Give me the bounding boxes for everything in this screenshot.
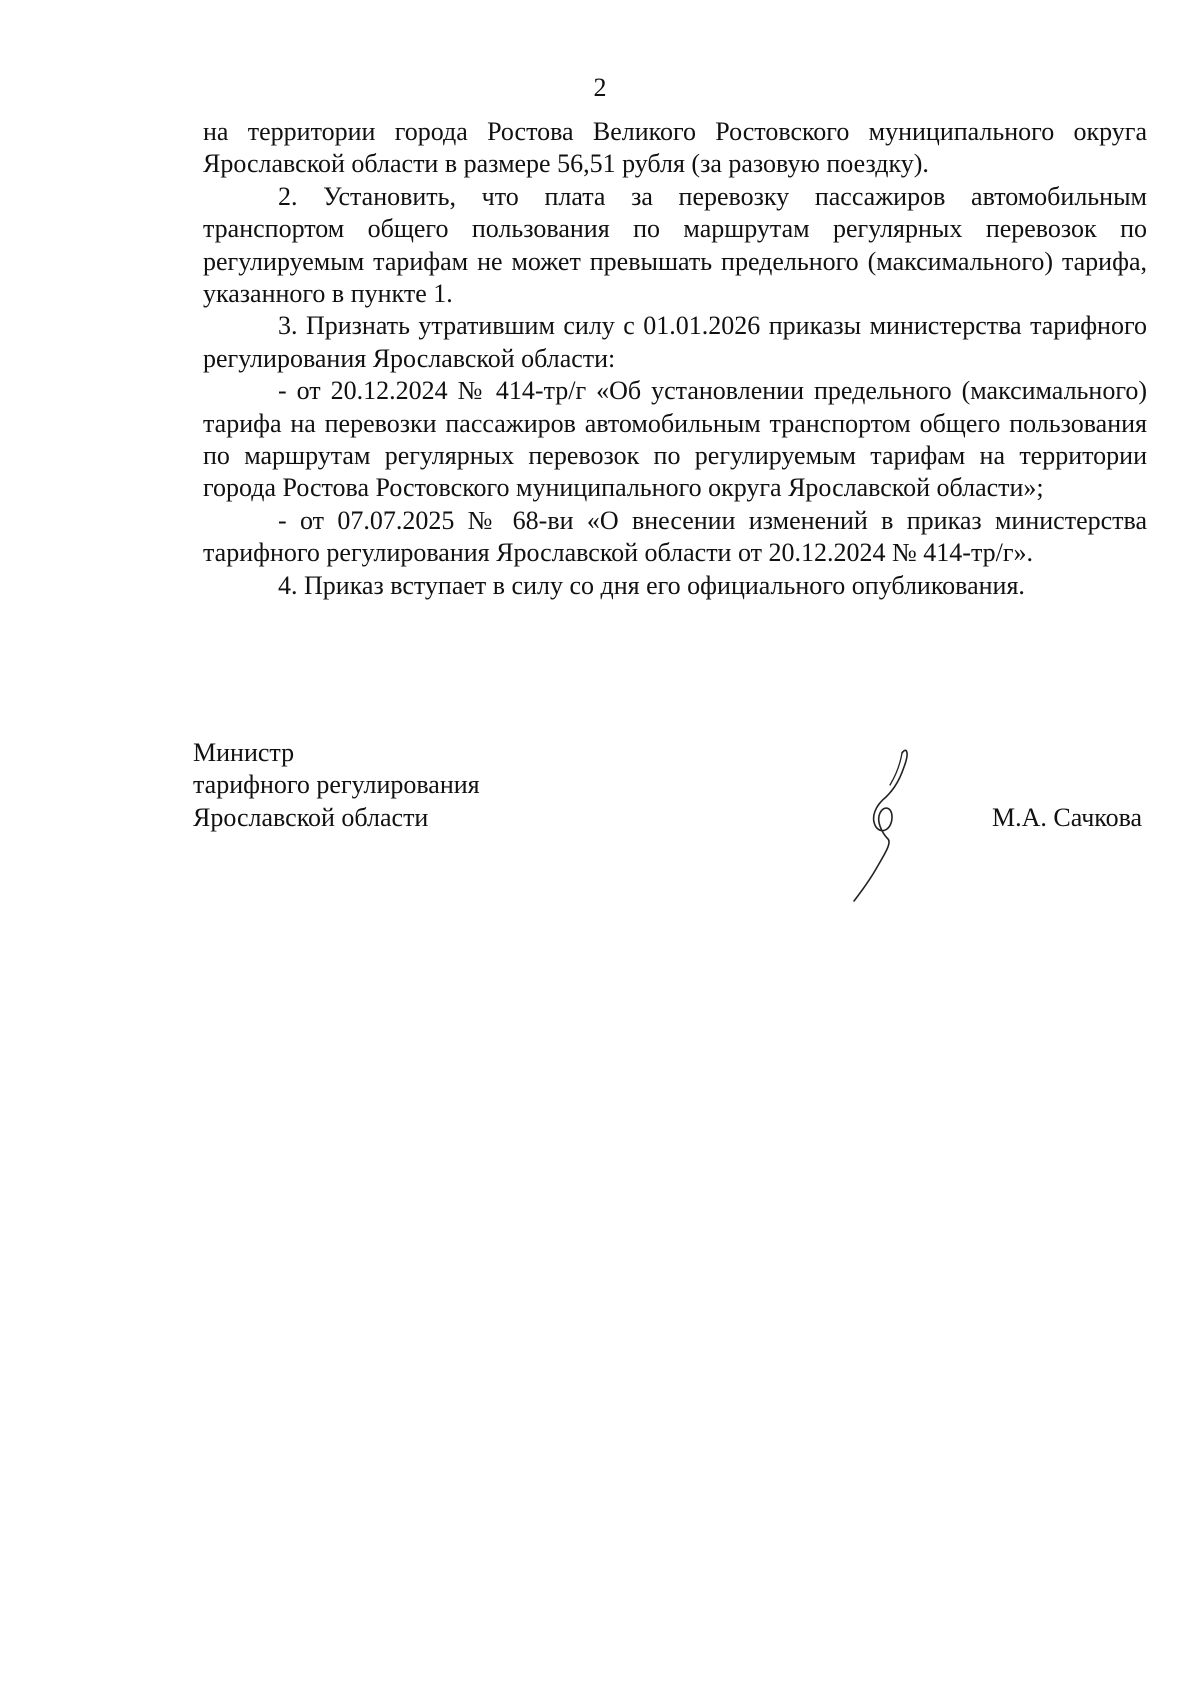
signer-title-block <box>193 737 480 834</box>
page-number: 2 <box>593 73 607 102</box>
paragraph-item-4: 4. Приказ вступает в силу со дня его официального опубликования. <box>278 570 1025 600</box>
paragraph-subitem-2: - от 07.07.2025 № 68-ви «О внесении изменений в приказ министерства тарифного регулирования Ярославской области от 20.12.2024 № 414-тр/г». <box>203 505 1147 568</box>
signer-name: М.А. Сачкова <box>992 803 1143 832</box>
paragraph-item-3: 3. Признать утратившим силу с 01.01.2026 приказы министерства тарифного регулирования Ярославской области: <box>203 311 1147 373</box>
signer-title-line: тарифного регулирования <box>193 770 480 800</box>
paragraph-subitem-1: - от 20.12.2024 № 414-тр/г «Об установлении предельного (максимального) тарифа на перевозки пассажиров автомобильным транспортом общего пользования по маршрутам регулярных перевозок по регулируемым тарифам на территории города Ростова Ростовского муниципального округа Ярославской области»; <box>203 376 1147 503</box>
handwritten-signature <box>840 745 950 905</box>
paragraph-continuation: на территории города Ростова Великого Ростовского муниципального округа Ярославской области в размере 56,51 рубля (за разовую поездку). <box>203 117 1147 179</box>
document-body <box>203 116 1147 602</box>
paragraph-item-2: 2. Установить, что плата за перевозку пассажиров автомобильным транспортом общего пользования по маршрутам регулярных перевозок по регулируемым тарифам не может превышать предельного (максимального) тарифа, указанного в пункте 1. <box>203 181 1147 309</box>
signer-title-line: Ярославской области <box>193 802 429 832</box>
signer-title-line: Министр <box>193 738 295 767</box>
